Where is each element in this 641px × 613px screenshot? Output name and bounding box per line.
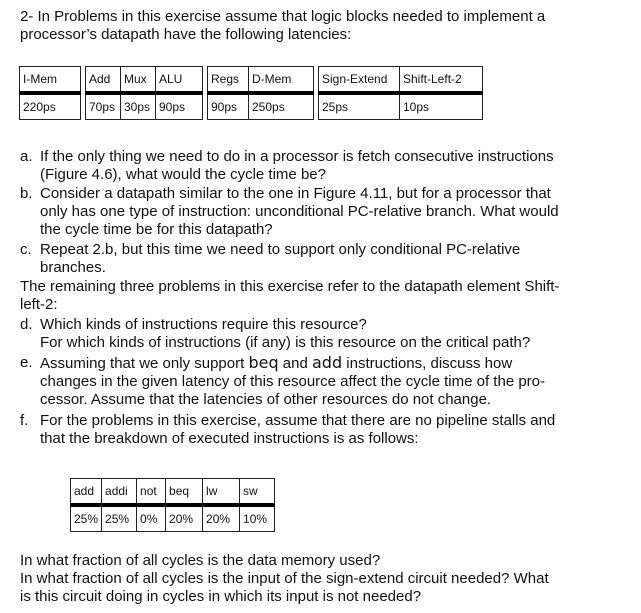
latency-table xyxy=(19,66,483,120)
mix-header-row xyxy=(71,479,275,506)
question-b xyxy=(20,185,620,239)
latency-header-cell: Shift-Left-2 xyxy=(400,67,483,94)
question-f xyxy=(20,412,620,448)
intro-line-1: The remaining three problems in this exercise refer to the datapath element Shift- xyxy=(20,278,560,295)
question-b-line-2: only has one type of instruction: unconditional PC-relative branch. What would xyxy=(40,203,559,220)
latency-header-row xyxy=(20,67,483,94)
latency-value-cell: 250ps xyxy=(249,93,314,120)
question-d-line-1: Which kinds of instructions require this resource? xyxy=(40,316,367,333)
mix-value-cell: 25% xyxy=(102,505,137,532)
followup-line-1: In what fraction of all cycles is the data memory used? xyxy=(20,552,381,569)
question-f-line-2: that the breakdown of executed instructions is as follows: xyxy=(40,430,419,447)
instruction-mix-table xyxy=(70,478,275,532)
question-label: b. xyxy=(20,185,33,202)
mix-header-cell: beq xyxy=(166,479,203,506)
question-label: e. xyxy=(20,354,33,371)
latency-value-cell: 220ps xyxy=(20,93,81,120)
mix-value-cell: 20% xyxy=(166,505,203,532)
question-c-line-2: branches. xyxy=(40,259,106,276)
question-a-line-1: If the only thing we need to do in a processor is fetch consecutive instructions xyxy=(40,148,554,165)
latency-value-cell: 30ps xyxy=(121,93,156,120)
followup-line-3: is this circuit doing in cycles in which its input is not needed? xyxy=(20,588,422,605)
question-c xyxy=(20,241,620,277)
mix-header-cell: add xyxy=(71,479,102,506)
latency-header-cell: Sign-Extend xyxy=(319,67,400,94)
mix-value-cell: 0% xyxy=(137,505,166,532)
question-f-line-1: For the problems in this exercise, assume that there are no pipeline stalls and xyxy=(40,412,556,429)
intro-paragraph xyxy=(20,278,559,314)
followup-questions xyxy=(20,552,549,606)
mix-header-cell: not xyxy=(137,479,166,506)
mix-value-cell: 20% xyxy=(203,505,240,532)
mix-header-cell: lw xyxy=(203,479,240,506)
question-c-line-1: Repeat 2.b, but this time we need to support only conditional PC-relative xyxy=(40,241,521,258)
question-b-line-3: the cycle time be for this datapath? xyxy=(40,221,273,238)
heading-line-2: processor’s datapath have the following latencies: xyxy=(20,26,352,43)
mix-header-cell: addi xyxy=(102,479,137,506)
question-a xyxy=(20,148,620,184)
question-label: f. xyxy=(20,412,29,429)
question-b-line-1: Consider a datapath similar to the one in Figure 4.11, but for a processor that xyxy=(40,185,551,202)
latency-header-cell: Mux xyxy=(121,67,156,94)
question-d-line-2: For which kinds of instructions (if any) is this resource on the critical path? xyxy=(40,334,531,351)
latency-header-cell: ALU xyxy=(156,67,203,94)
mix-value-cell: 10% xyxy=(240,505,275,532)
followup-line-2: In what fraction of all cycles is the input of the sign-extend circuit needed? What xyxy=(20,570,549,587)
question-e-text: instructions, discuss how xyxy=(342,355,513,372)
latency-value-cell: 10ps xyxy=(400,93,483,120)
latency-value-cell: 90ps xyxy=(156,93,203,120)
latency-header-cell: Regs xyxy=(208,67,249,94)
question-e-text: and xyxy=(278,355,312,372)
latency-value-cell: 70ps xyxy=(86,93,121,120)
latency-header-cell: D-Mem xyxy=(249,67,314,94)
question-label: a. xyxy=(20,148,33,165)
question-e-line-1 xyxy=(40,354,620,373)
heading-line-1: 2- In Problems in this exercise assume that logic blocks needed to implement a xyxy=(20,8,546,25)
question-e xyxy=(20,354,620,409)
question-e-line-3: cessor. Assume that the latencies of other resources do not change. xyxy=(40,391,492,408)
mix-value-cell: 25% xyxy=(71,505,102,532)
instruction-add: add xyxy=(311,353,343,372)
question-e-line-2: changes in the given latency of this resource affect the cycle time of the pro- xyxy=(40,373,545,390)
latency-value-cell: 90ps xyxy=(208,93,249,120)
problem-heading xyxy=(20,8,620,44)
latency-header-cell: I-Mem xyxy=(20,67,81,94)
intro-line-2: left-2: xyxy=(20,296,58,313)
question-d xyxy=(20,316,620,352)
question-label: c. xyxy=(20,241,32,258)
latency-value-row xyxy=(20,93,483,120)
mix-value-row xyxy=(71,505,275,532)
latency-value-cell: 25ps xyxy=(319,93,400,120)
latency-header-cell: Add xyxy=(86,67,121,94)
question-e-text: Assuming that we only support xyxy=(40,355,249,372)
question-label: d. xyxy=(20,316,33,333)
mix-header-cell: sw xyxy=(240,479,275,506)
instruction-beq: beq xyxy=(248,353,279,372)
question-a-line-2: (Figure 4.6), what would the cycle time be? xyxy=(40,166,326,183)
